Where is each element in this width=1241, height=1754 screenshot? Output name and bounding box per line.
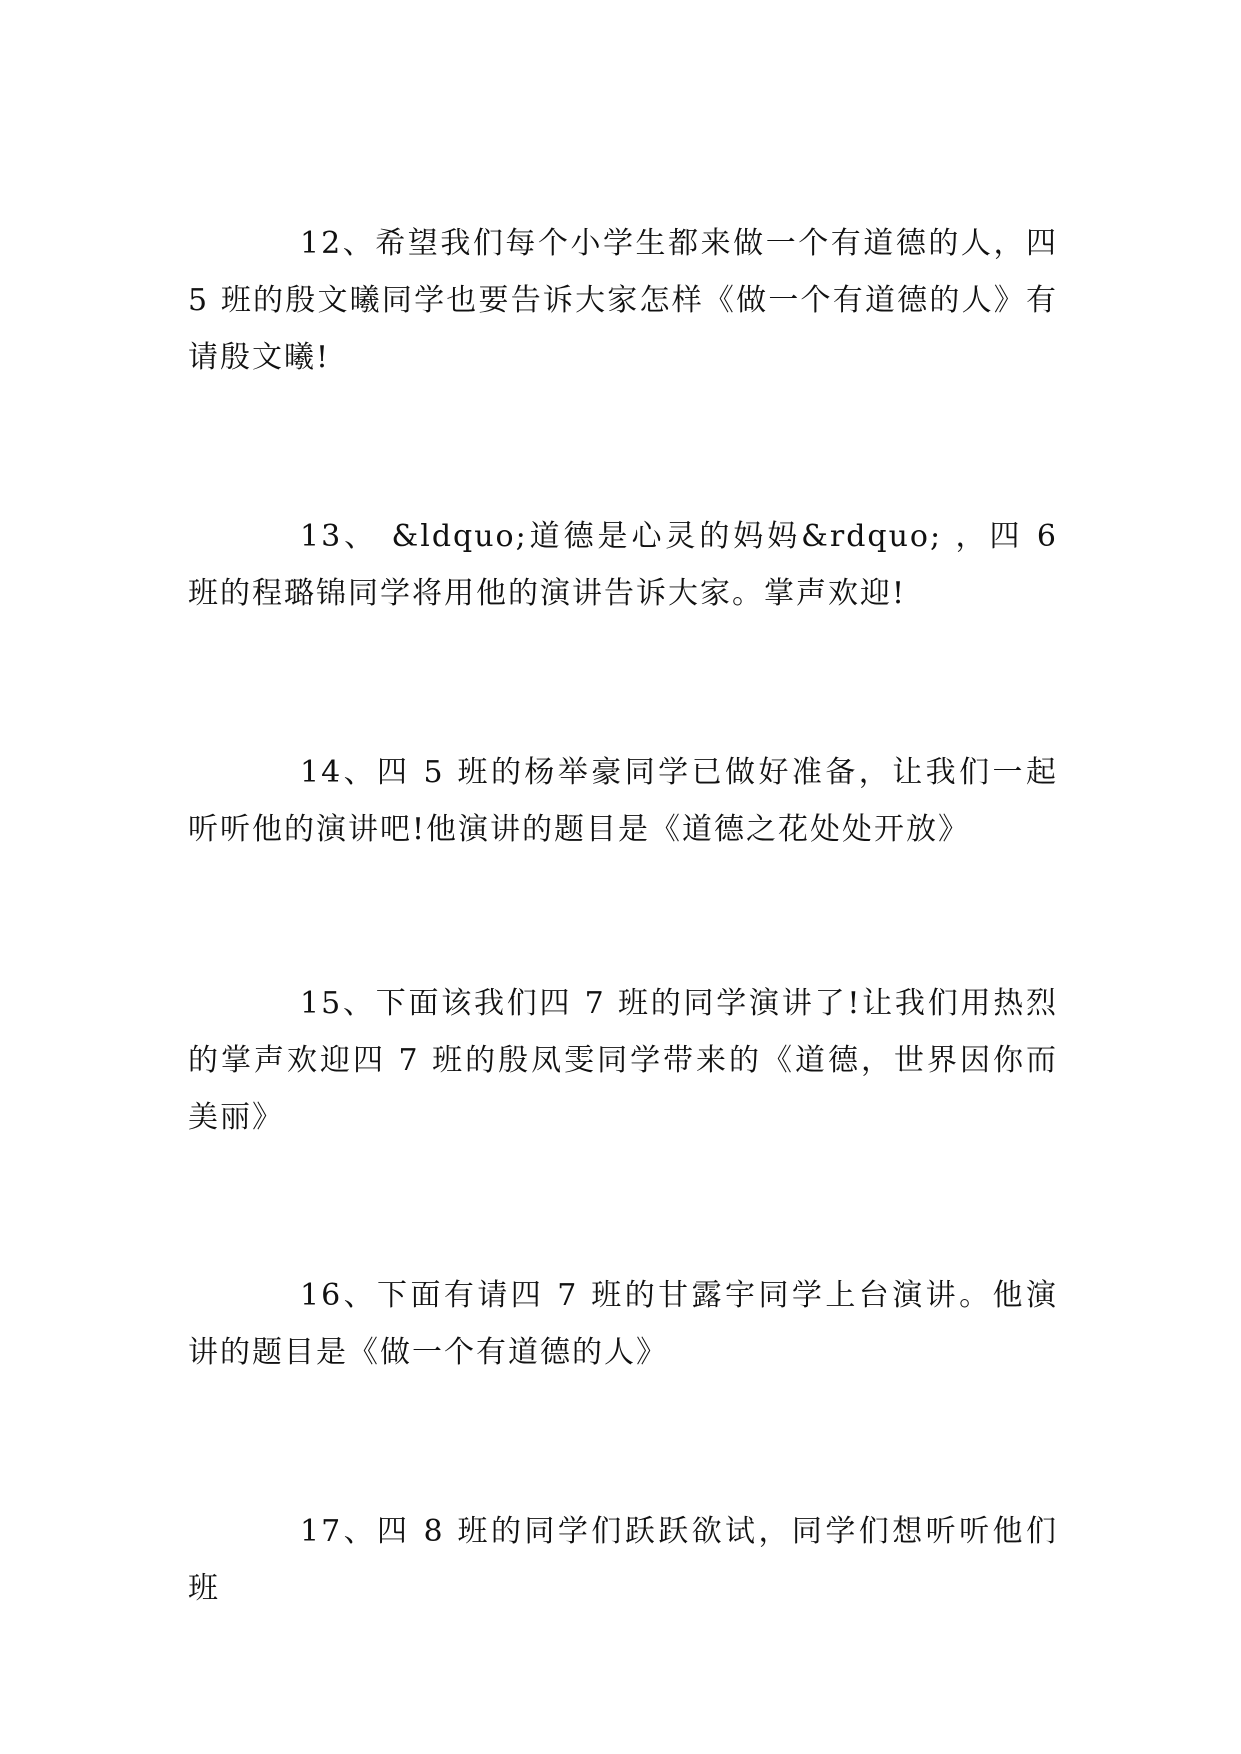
paragraph-17: 17、四 8 班的同学们跃跃欲试，同学们想听听他们班 (188, 1514, 1058, 1606)
paragraph-16: 16、下面有请四 7 班的甘露宇同学上台演讲。他演讲的题目是《做一个有道德的人》 (188, 1278, 1058, 1370)
paragraph-12: 12、希望我们每个小学生都来做一个有道德的人，四 5 班的殷文曦同学也要告诉大家怎样《做一个有道德的人》有请殷文曦! (188, 226, 1058, 375)
paragraph-13: 13、 &ldquo;道德是心灵的妈妈&rdquo; ，四 6 班的程璐锦同学将用他的演讲告诉大家。掌声欢迎! (188, 519, 1058, 611)
paragraph-15: 15、下面该我们四 7 班的同学演讲了!让我们用热烈的掌声欢迎四 7 班的殷凤雯同学带来的《道德，世界因你而美丽》 (188, 986, 1058, 1135)
paragraph-14: 14、四 5 班的杨举豪同学已做好准备，让我们一起听听他的演讲吧!他演讲的题目是《道德之花处处开放》 (188, 755, 1058, 847)
